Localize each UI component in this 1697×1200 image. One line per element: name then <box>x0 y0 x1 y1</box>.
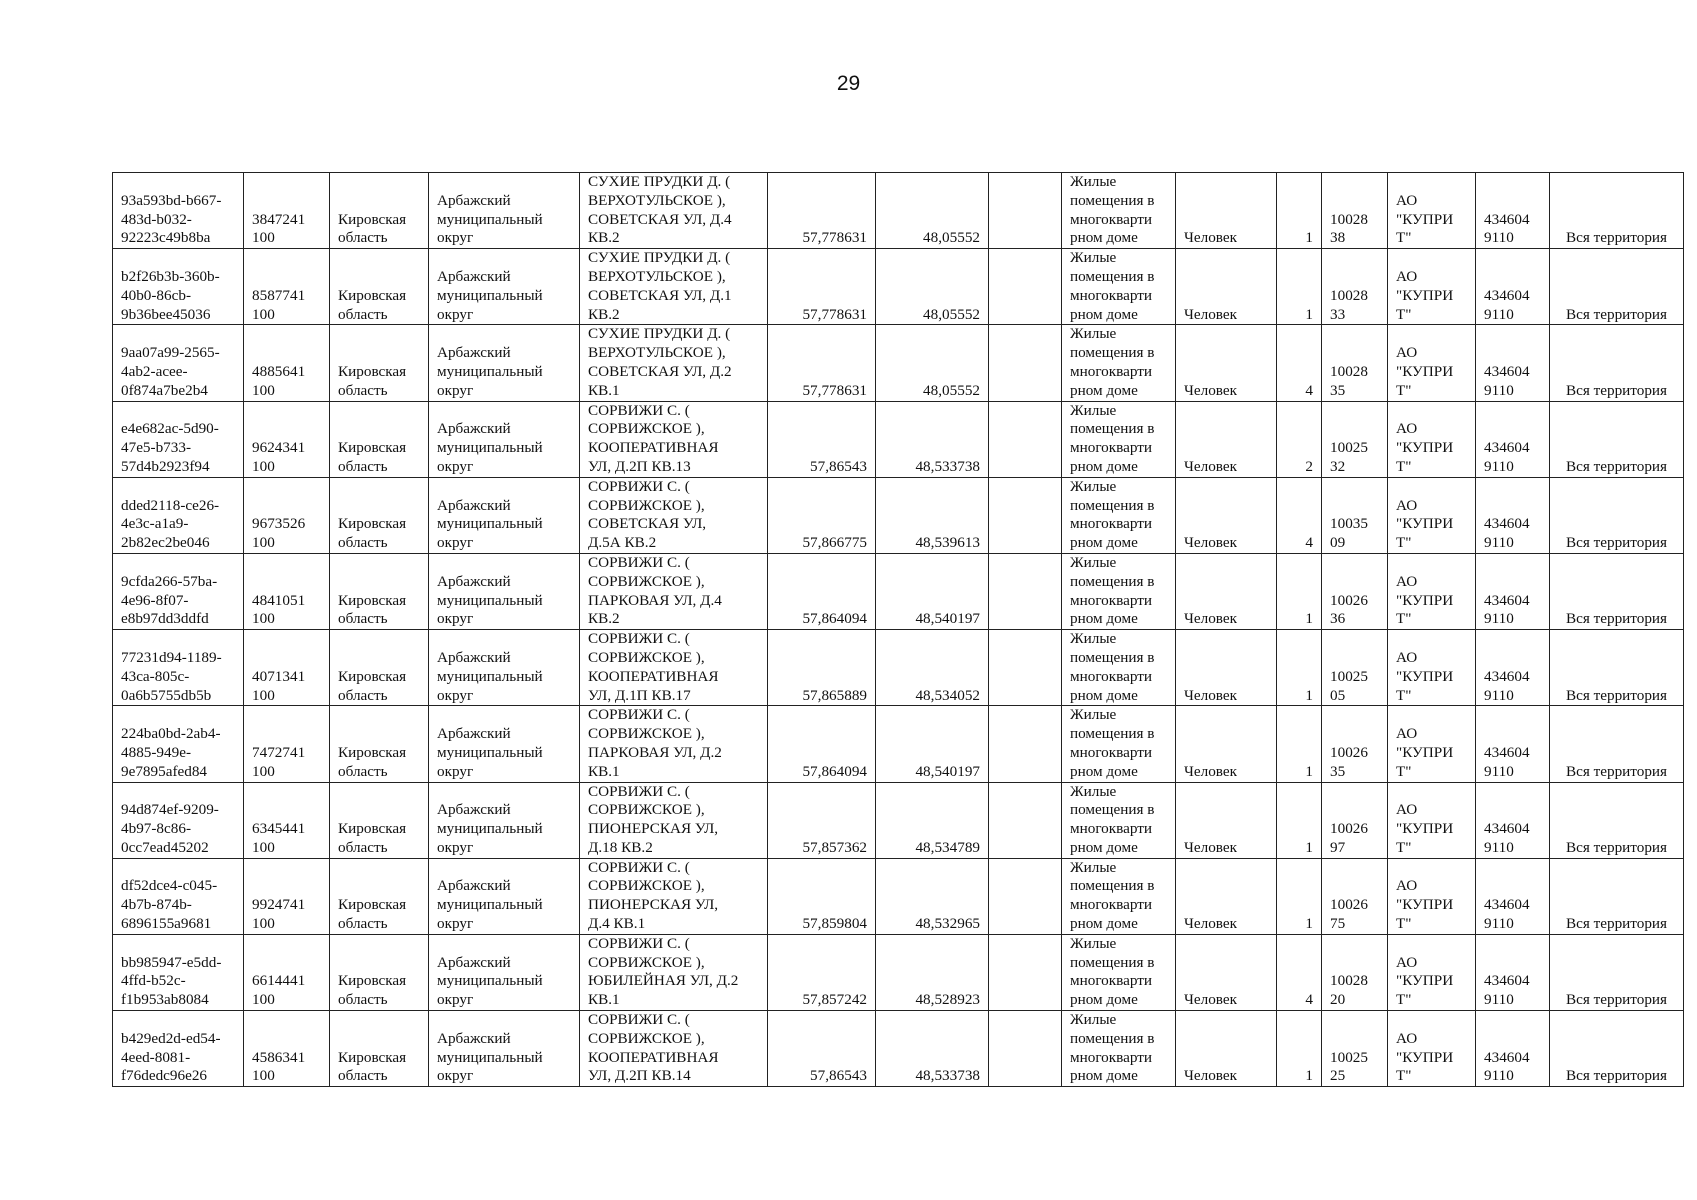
cell-organization: АО "КУПРИ Т" <box>1388 249 1476 325</box>
cell-area: Вся территория <box>1550 173 1684 249</box>
cell-inn: 434604 9110 <box>1476 934 1550 1010</box>
cell-empty <box>989 934 1062 1010</box>
cell-organization: АО "КУПРИ Т" <box>1388 934 1476 1010</box>
cell-region: Кировская область <box>330 173 429 249</box>
cell-longitude: 48,534052 <box>876 630 989 706</box>
cell-longitude: 48,532965 <box>876 858 989 934</box>
cell-inn: 434604 9110 <box>1476 401 1550 477</box>
cell-district: Арбажский муниципальный округ <box>429 706 580 782</box>
cell-address: СУХИЕ ПРУДКИ Д. ( ВЕРХОТУЛЬСКОЕ ), СОВЕТСКАЯ УЛ, Д.1 КВ.2 <box>580 249 768 325</box>
cell-id: 77231d94-1189- 43ca-805c- 0a6b5755db5b <box>113 630 244 706</box>
cell-inn: 434604 9110 <box>1476 782 1550 858</box>
cell-longitude: 48,533738 <box>876 401 989 477</box>
cell-district: Арбажский муниципальный округ <box>429 553 580 629</box>
cell-longitude: 48,540197 <box>876 553 989 629</box>
cell-address: СОРВИЖИ С. ( СОРВИЖСКОЕ ), КООПЕРАТИВНАЯ УЛ, Д.2П КВ.14 <box>580 1011 768 1087</box>
cell-address: СОРВИЖИ С. ( СОРВИЖСКОЕ ), ПАРКОВАЯ УЛ, Д.4 КВ.2 <box>580 553 768 629</box>
cell-empty <box>989 706 1062 782</box>
cell-district: Арбажский муниципальный округ <box>429 173 580 249</box>
cell-area: Вся территория <box>1550 249 1684 325</box>
cell-district: Арбажский муниципальный округ <box>429 401 580 477</box>
cell-organization: АО "КУПРИ Т" <box>1388 477 1476 553</box>
cell-region: Кировская область <box>330 782 429 858</box>
cell-code: 6345441 100 <box>244 782 330 858</box>
cell-unit: Человек <box>1176 173 1277 249</box>
cell-empty <box>989 325 1062 401</box>
cell-address: СУХИЕ ПРУДКИ Д. ( ВЕРХОТУЛЬСКОЕ ), СОВЕТСКАЯ УЛ, Д.4 КВ.2 <box>580 173 768 249</box>
cell-organization: АО "КУПРИ Т" <box>1388 630 1476 706</box>
cell-category: Жилые помещения в многокварти рном доме <box>1062 934 1176 1010</box>
cell-code: 4071341 100 <box>244 630 330 706</box>
cell-region: Кировская область <box>330 477 429 553</box>
table-row <box>113 858 1684 934</box>
cell-region: Кировская область <box>330 1011 429 1087</box>
cell-latitude: 57,864094 <box>768 706 876 782</box>
cell-organization: АО "КУПРИ Т" <box>1388 858 1476 934</box>
cell-inn: 434604 9110 <box>1476 630 1550 706</box>
cell-region: Кировская область <box>330 706 429 782</box>
cell-area: Вся территория <box>1550 325 1684 401</box>
cell-category: Жилые помещения в многокварти рном доме <box>1062 706 1176 782</box>
cell-code: 4885641 100 <box>244 325 330 401</box>
cell-id: 9cfda266-57ba- 4e96-8f07- e8b97dd3ddfd <box>113 553 244 629</box>
table-row <box>113 782 1684 858</box>
cell-empty <box>989 630 1062 706</box>
cell-area: Вся территория <box>1550 630 1684 706</box>
cell-category: Жилые помещения в многокварти рном доме <box>1062 401 1176 477</box>
cell-district: Арбажский муниципальный округ <box>429 858 580 934</box>
cell-area: Вся территория <box>1550 934 1684 1010</box>
cell-count: 1 <box>1277 782 1322 858</box>
cell-unit: Человек <box>1176 858 1277 934</box>
table-row <box>113 934 1684 1010</box>
cell-empty <box>989 401 1062 477</box>
cell-latitude: 57,859804 <box>768 858 876 934</box>
cell-latitude: 57,86543 <box>768 401 876 477</box>
cell-empty <box>989 477 1062 553</box>
cell-count: 1 <box>1277 1011 1322 1087</box>
cell-latitude: 57,866775 <box>768 477 876 553</box>
cell-category: Жилые помещения в многокварти рном доме <box>1062 173 1176 249</box>
table-row <box>113 553 1684 629</box>
cell-latitude: 57,778631 <box>768 173 876 249</box>
cell-account: 10025 05 <box>1322 630 1388 706</box>
table-row <box>113 706 1684 782</box>
cell-address: СОРВИЖИ С. ( СОРВИЖСКОЕ ), КООПЕРАТИВНАЯ УЛ, Д.1П КВ.17 <box>580 630 768 706</box>
cell-district: Арбажский муниципальный округ <box>429 782 580 858</box>
cell-account: 10028 33 <box>1322 249 1388 325</box>
cell-category: Жилые помещения в многокварти рном доме <box>1062 249 1176 325</box>
cell-category: Жилые помещения в многокварти рном доме <box>1062 477 1176 553</box>
cell-address: СОРВИЖИ С. ( СОРВИЖСКОЕ ), ЮБИЛЕЙНАЯ УЛ, Д.2 КВ.1 <box>580 934 768 1010</box>
cell-district: Арбажский муниципальный округ <box>429 325 580 401</box>
cell-id: b2f26b3b-360b- 40b0-86cb- 9b36bee45036 <box>113 249 244 325</box>
cell-category: Жилые помещения в многокварти рном доме <box>1062 325 1176 401</box>
cell-latitude: 57,865889 <box>768 630 876 706</box>
cell-area: Вся территория <box>1550 782 1684 858</box>
table-row <box>113 477 1684 553</box>
cell-account: 10026 35 <box>1322 706 1388 782</box>
registry-table <box>112 172 1684 1087</box>
cell-category: Жилые помещения в многокварти рном доме <box>1062 553 1176 629</box>
cell-account: 10028 38 <box>1322 173 1388 249</box>
cell-inn: 434604 9110 <box>1476 858 1550 934</box>
cell-account: 10026 75 <box>1322 858 1388 934</box>
cell-account: 10028 20 <box>1322 934 1388 1010</box>
cell-inn: 434604 9110 <box>1476 173 1550 249</box>
cell-empty <box>989 249 1062 325</box>
cell-unit: Человек <box>1176 477 1277 553</box>
cell-account: 10026 97 <box>1322 782 1388 858</box>
cell-organization: АО "КУПРИ Т" <box>1388 782 1476 858</box>
cell-code: 6614441 100 <box>244 934 330 1010</box>
cell-empty <box>989 1011 1062 1087</box>
cell-unit: Человек <box>1176 630 1277 706</box>
cell-longitude: 48,528923 <box>876 934 989 1010</box>
cell-count: 4 <box>1277 325 1322 401</box>
cell-id: dded2118-ce26- 4e3c-a1a9- 2b82ec2be046 <box>113 477 244 553</box>
cell-count: 1 <box>1277 858 1322 934</box>
cell-count: 1 <box>1277 706 1322 782</box>
cell-account: 10025 32 <box>1322 401 1388 477</box>
cell-unit: Человек <box>1176 401 1277 477</box>
cell-region: Кировская область <box>330 553 429 629</box>
cell-district: Арбажский муниципальный округ <box>429 934 580 1010</box>
cell-account: 10026 36 <box>1322 553 1388 629</box>
cell-organization: АО "КУПРИ Т" <box>1388 173 1476 249</box>
cell-longitude: 48,05552 <box>876 173 989 249</box>
cell-inn: 434604 9110 <box>1476 1011 1550 1087</box>
cell-empty <box>989 173 1062 249</box>
table-row <box>113 173 1684 249</box>
cell-address: СОРВИЖИ С. ( СОРВИЖСКОЕ ), СОВЕТСКАЯ УЛ, Д.5А КВ.2 <box>580 477 768 553</box>
cell-region: Кировская область <box>330 325 429 401</box>
cell-area: Вся территория <box>1550 477 1684 553</box>
cell-id: 94d874ef-9209- 4b97-8c86- 0cc7ead45202 <box>113 782 244 858</box>
cell-account: 10035 09 <box>1322 477 1388 553</box>
cell-id: b429ed2d-ed54- 4eed-8081- f76dedc96e26 <box>113 1011 244 1087</box>
cell-category: Жилые помещения в многокварти рном доме <box>1062 782 1176 858</box>
cell-latitude: 57,778631 <box>768 249 876 325</box>
cell-region: Кировская область <box>330 858 429 934</box>
cell-unit: Человек <box>1176 934 1277 1010</box>
cell-latitude: 57,778631 <box>768 325 876 401</box>
cell-latitude: 57,86543 <box>768 1011 876 1087</box>
cell-organization: АО "КУПРИ Т" <box>1388 401 1476 477</box>
cell-area: Вся территория <box>1550 706 1684 782</box>
cell-id: e4e682ac-5d90- 47e5-b733- 57d4b2923f94 <box>113 401 244 477</box>
cell-code: 9924741 100 <box>244 858 330 934</box>
cell-code: 8587741 100 <box>244 249 330 325</box>
cell-code: 9673526 100 <box>244 477 330 553</box>
cell-category: Жилые помещения в многокварти рном доме <box>1062 630 1176 706</box>
cell-longitude: 48,533738 <box>876 1011 989 1087</box>
cell-code: 9624341 100 <box>244 401 330 477</box>
cell-district: Арбажский муниципальный округ <box>429 249 580 325</box>
cell-organization: АО "КУПРИ Т" <box>1388 553 1476 629</box>
cell-code: 4841051 100 <box>244 553 330 629</box>
cell-unit: Человек <box>1176 782 1277 858</box>
cell-inn: 434604 9110 <box>1476 325 1550 401</box>
cell-address: СОРВИЖИ С. ( СОРВИЖСКОЕ ), ПИОНЕРСКАЯ УЛ, Д.18 КВ.2 <box>580 782 768 858</box>
cell-organization: АО "КУПРИ Т" <box>1388 706 1476 782</box>
cell-id: bb985947-e5dd- 4ffd-b52c- f1b953ab8084 <box>113 934 244 1010</box>
cell-unit: Человек <box>1176 1011 1277 1087</box>
cell-count: 1 <box>1277 173 1322 249</box>
cell-unit: Человек <box>1176 553 1277 629</box>
cell-code: 4586341 100 <box>244 1011 330 1087</box>
cell-id: df52dce4-c045- 4b7b-874b- 6896155a9681 <box>113 858 244 934</box>
cell-count: 2 <box>1277 401 1322 477</box>
cell-unit: Человек <box>1176 249 1277 325</box>
cell-district: Арбажский муниципальный округ <box>429 477 580 553</box>
cell-region: Кировская область <box>330 934 429 1010</box>
cell-count: 1 <box>1277 249 1322 325</box>
table-row <box>113 1011 1684 1087</box>
cell-count: 1 <box>1277 553 1322 629</box>
cell-id: 93a593bd-b667- 483d-b032- 92223c49b8ba <box>113 173 244 249</box>
table-row <box>113 401 1684 477</box>
cell-inn: 434604 9110 <box>1476 553 1550 629</box>
cell-address: СУХИЕ ПРУДКИ Д. ( ВЕРХОТУЛЬСКОЕ ), СОВЕТСКАЯ УЛ, Д.2 КВ.1 <box>580 325 768 401</box>
cell-inn: 434604 9110 <box>1476 706 1550 782</box>
cell-latitude: 57,857362 <box>768 782 876 858</box>
cell-id: 224ba0bd-2ab4- 4885-949e- 9e7895afed84 <box>113 706 244 782</box>
cell-unit: Человек <box>1176 706 1277 782</box>
cell-inn: 434604 9110 <box>1476 477 1550 553</box>
cell-area: Вся территория <box>1550 1011 1684 1087</box>
cell-unit: Человек <box>1176 325 1277 401</box>
cell-organization: АО "КУПРИ Т" <box>1388 1011 1476 1087</box>
page-number: 29 <box>836 72 861 95</box>
cell-region: Кировская область <box>330 630 429 706</box>
cell-code: 3847241 100 <box>244 173 330 249</box>
cell-longitude: 48,05552 <box>876 249 989 325</box>
cell-area: Вся территория <box>1550 858 1684 934</box>
cell-area: Вся территория <box>1550 401 1684 477</box>
registry-body <box>113 173 1684 1087</box>
cell-longitude: 48,540197 <box>876 706 989 782</box>
table-row <box>113 249 1684 325</box>
cell-organization: АО "КУПРИ Т" <box>1388 325 1476 401</box>
table-row <box>113 630 1684 706</box>
cell-category: Жилые помещения в многокварти рном доме <box>1062 858 1176 934</box>
cell-code: 7472741 100 <box>244 706 330 782</box>
cell-longitude: 48,534789 <box>876 782 989 858</box>
cell-latitude: 57,857242 <box>768 934 876 1010</box>
cell-account: 10025 25 <box>1322 1011 1388 1087</box>
cell-district: Арбажский муниципальный округ <box>429 1011 580 1087</box>
cell-area: Вся территория <box>1550 553 1684 629</box>
cell-address: СОРВИЖИ С. ( СОРВИЖСКОЕ ), КООПЕРАТИВНАЯ УЛ, Д.2П КВ.13 <box>580 401 768 477</box>
cell-empty <box>989 782 1062 858</box>
cell-id: 9aa07a99-2565- 4ab2-acee- 0f874a7be2b4 <box>113 325 244 401</box>
cell-region: Кировская область <box>330 249 429 325</box>
cell-account: 10028 35 <box>1322 325 1388 401</box>
table-row <box>113 325 1684 401</box>
cell-inn: 434604 9110 <box>1476 249 1550 325</box>
cell-longitude: 48,539613 <box>876 477 989 553</box>
cell-category: Жилые помещения в многокварти рном доме <box>1062 1011 1176 1087</box>
cell-count: 4 <box>1277 934 1322 1010</box>
cell-latitude: 57,864094 <box>768 553 876 629</box>
cell-longitude: 48,05552 <box>876 325 989 401</box>
cell-region: Кировская область <box>330 401 429 477</box>
cell-address: СОРВИЖИ С. ( СОРВИЖСКОЕ ), ПАРКОВАЯ УЛ, Д.2 КВ.1 <box>580 706 768 782</box>
cell-empty <box>989 858 1062 934</box>
cell-address: СОРВИЖИ С. ( СОРВИЖСКОЕ ), ПИОНЕРСКАЯ УЛ, Д.4 КВ.1 <box>580 858 768 934</box>
cell-district: Арбажский муниципальный округ <box>429 630 580 706</box>
cell-count: 4 <box>1277 477 1322 553</box>
cell-count: 1 <box>1277 630 1322 706</box>
cell-empty <box>989 553 1062 629</box>
